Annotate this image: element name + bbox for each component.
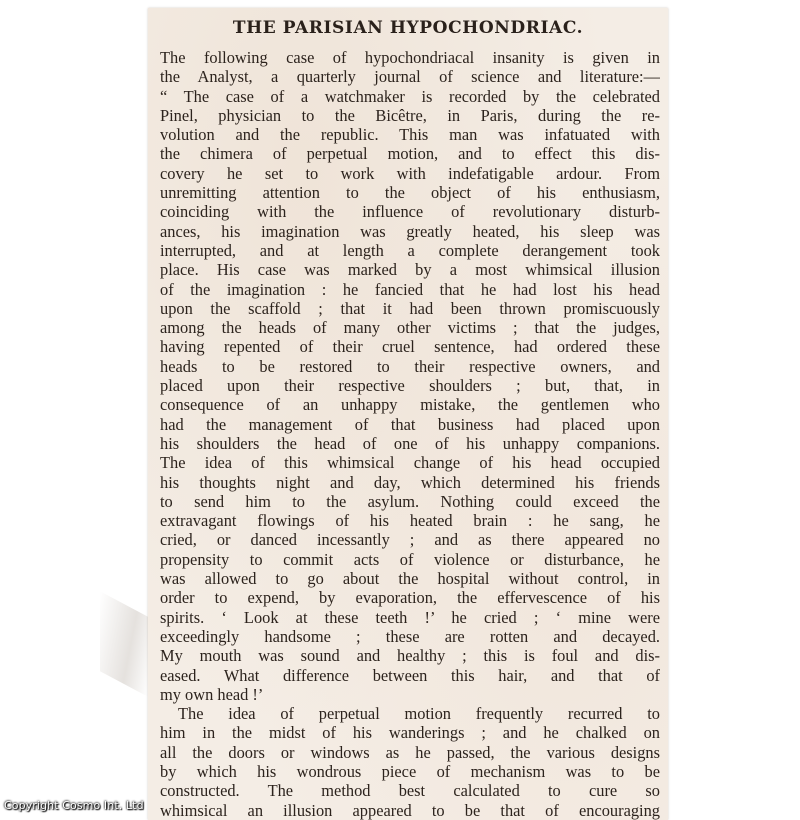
text-line: The following case of hypochondriacal insanity is given in bbox=[160, 48, 660, 67]
text-line: my own head !’ bbox=[160, 684, 264, 704]
text-line: exceedingly handsome ; these are rotten and decayed. bbox=[160, 626, 660, 646]
text-line: the Analyst, a quarterly journal of science and literature:— bbox=[160, 67, 660, 87]
text-line: among the heads of many other victims ; that the judges, bbox=[160, 318, 660, 338]
text-line: order to expend, by evaporation, the effervescence of his bbox=[160, 588, 660, 608]
text-line: whimsical an illusion appeared to be that of encouraging bbox=[160, 800, 660, 820]
text-line: to send him to the asylum. Nothing could exceed the bbox=[160, 491, 660, 511]
text-line: the chimera of perpetual motion, and to effect this dis- bbox=[160, 144, 660, 164]
text-line: by which his wondrous piece of mechanism was to be bbox=[160, 761, 660, 781]
text-line: My mouth was sound and healthy ; this is foul and dis- bbox=[160, 646, 660, 666]
text-line: eased. What difference between this hair, and that of bbox=[160, 665, 660, 685]
text-line: place. His case was marked by a most whimsical illusion bbox=[160, 260, 660, 280]
text-line: all the doors or windows as he passed, the various designs bbox=[160, 742, 660, 762]
text-line: covery he set to work with indefatigable ardour. From bbox=[160, 163, 660, 183]
text-line: “ The case of a watchmaker is recorded by the celebrated bbox=[160, 86, 660, 106]
text-line: The idea of this whimsical change of his head occupied bbox=[160, 453, 660, 473]
text-line: coinciding with the influence of revolutionary disturb- bbox=[160, 202, 660, 222]
text-line: having repented of their cruel sentence, had ordered these bbox=[160, 337, 660, 357]
text-line: had the management of that business had placed upon bbox=[160, 414, 660, 434]
text-line: The idea of perpetual motion frequently recurred to bbox=[178, 704, 660, 724]
text-line: his shoulders the head of one of his unhappy companions. bbox=[160, 433, 660, 453]
text-line: interrupted, and at length a complete derangement took bbox=[160, 240, 660, 260]
paper-scrap bbox=[100, 591, 148, 697]
text-line: Pinel, physician to the Bicêtre, in Paris, during the re- bbox=[160, 105, 660, 125]
text-line: his thoughts night and day, which determined his friends bbox=[160, 472, 660, 492]
text-line: of the imagination : he fancied that he had lost his head bbox=[160, 279, 660, 299]
text-line: cried, or danced incessantly ; and as there appeared no bbox=[160, 530, 660, 550]
text-line: propensity to commit acts of violence or disturbance, he bbox=[160, 549, 660, 569]
text-line: volution and the republic. This man was infatuated with bbox=[160, 125, 660, 145]
article-body bbox=[160, 48, 660, 820]
newspaper-clipping bbox=[148, 8, 668, 820]
text-line: spirits. ‘ Look at these teeth !’ he cried ; ‘ mine were bbox=[160, 607, 660, 627]
text-line: upon the scaffold ; that it had been thrown promiscuously bbox=[160, 298, 660, 318]
text-line: ances, his imagination was greatly heated, his sleep was bbox=[160, 221, 660, 241]
text-line: heads to be restored to their respective owners, and bbox=[160, 356, 660, 376]
text-line: unremitting attention to the object of his enthusiasm, bbox=[160, 183, 660, 203]
text-line: extravagant flowings of his heated brain : he sang, he bbox=[160, 511, 660, 531]
text-line: consequence of an unhappy mistake, the gentlemen who bbox=[160, 395, 660, 415]
text-line: placed upon their respective shoulders ; but, that, in bbox=[160, 376, 660, 396]
text-line: was allowed to go about the hospital without control, in bbox=[160, 569, 660, 589]
text-line: constructed. The method best calculated to cure so bbox=[160, 781, 660, 801]
copyright-watermark: Copyright Cosmo Int. Ltd bbox=[4, 799, 144, 812]
text-line: him in the midst of his wanderings ; and he chalked on bbox=[160, 723, 660, 743]
article-title: THE PARISIAN HYPOCHONDRIAC. bbox=[232, 18, 584, 38]
